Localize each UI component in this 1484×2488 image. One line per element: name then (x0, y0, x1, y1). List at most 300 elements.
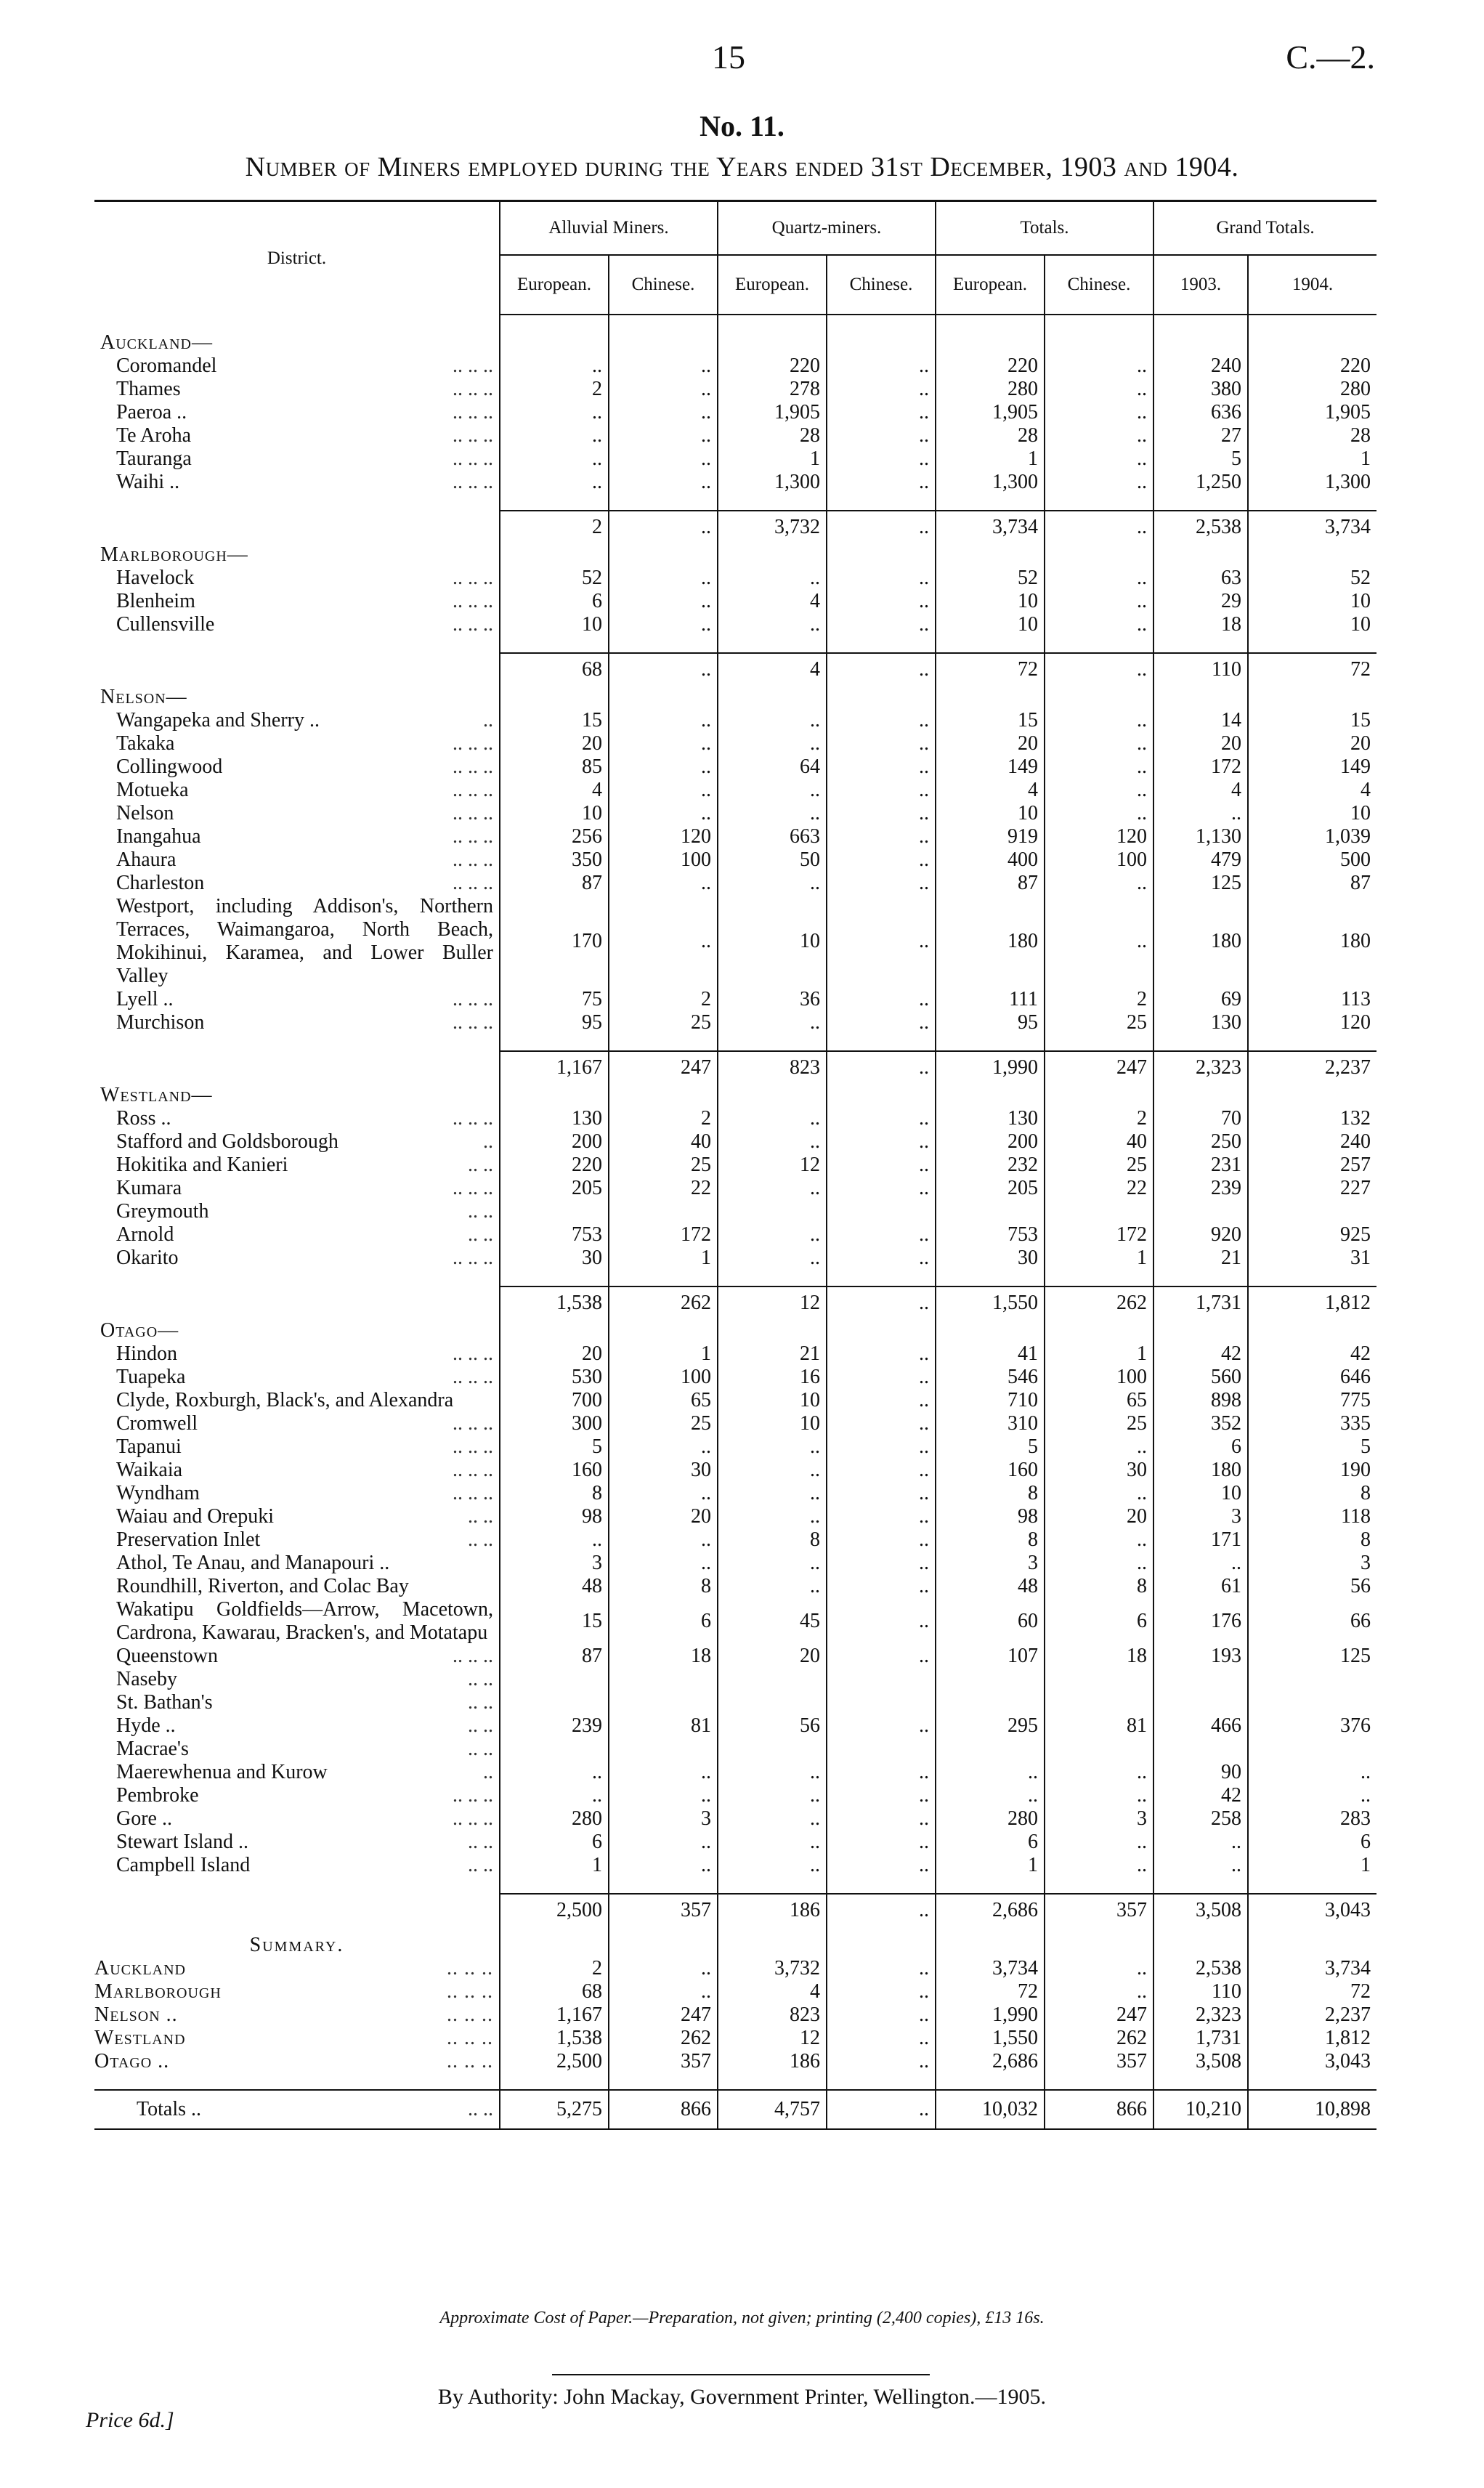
district-name (94, 1366, 500, 1389)
subtotal-t-ch: .. (1045, 653, 1153, 686)
value-g04: 4 (1248, 779, 1376, 802)
leader-dots: .. .. .. (453, 1645, 493, 1667)
value-g03: 29 (1153, 590, 1248, 613)
district-row (94, 732, 1376, 755)
value-a-eu: 130 (500, 1107, 609, 1130)
region-heading-row (94, 686, 1376, 709)
value-t-eu: 41 (936, 1342, 1045, 1366)
district-label: Inangahua (116, 825, 201, 848)
district-name (94, 1854, 500, 1877)
leader-dots: .. .. .. (453, 1482, 493, 1504)
district-row (94, 1598, 1376, 1645)
value-q-eu: 4 (718, 590, 827, 613)
value-g04 (1248, 1200, 1376, 1223)
value-a-eu: 15 (500, 1598, 609, 1645)
district-row (94, 1366, 1376, 1389)
value-t-ch: .. (1045, 755, 1153, 779)
district-label: Tapanui (116, 1435, 182, 1458)
leader-dots: .. .. (468, 1854, 493, 1876)
leader-dots: .. .. (468, 1505, 493, 1528)
district-name (94, 779, 500, 802)
value-t-ch: 25 (1045, 1154, 1153, 1177)
header-district: District. (267, 248, 327, 268)
value-g03: 42 (1153, 1342, 1248, 1366)
value-g03: 1,731 (1153, 2027, 1248, 2050)
district-row (94, 1107, 1376, 1130)
value-q-eu: 4 (718, 1980, 827, 2003)
value-t-eu: 1 (936, 447, 1045, 471)
district-row (94, 1854, 1376, 1877)
value-t-ch (1045, 1691, 1153, 1714)
value-g04: 52 (1248, 567, 1376, 590)
district-name (94, 872, 500, 895)
leader-dots: .. .. .. (453, 354, 493, 377)
subtotal-q-ch: .. (827, 1286, 936, 1319)
value-g03: 898 (1153, 1389, 1248, 1412)
spacer-row (94, 315, 1376, 331)
value-g04: 646 (1248, 1366, 1376, 1389)
value-q-eu: 16 (718, 1366, 827, 1389)
district-row (94, 1552, 1376, 1575)
district-label: Coromandel (116, 354, 217, 377)
value-q-eu: .. (718, 1011, 827, 1034)
value-t-eu: 8 (936, 1482, 1045, 1505)
value-t-ch: .. (1045, 1831, 1153, 1854)
value-a-eu (500, 1691, 609, 1714)
leader-dots: .. .. (468, 1154, 493, 1176)
value-a-eu: 350 (500, 848, 609, 872)
district-label: Cullensville (116, 613, 215, 636)
district-row (94, 1505, 1376, 1528)
leader-dots: .. .. (468, 2098, 493, 2120)
value-a-ch: 20 (609, 1505, 718, 1528)
value-a-eu: .. (500, 1761, 609, 1784)
value-q-ch (827, 1691, 936, 1714)
value-t-eu: 710 (936, 1389, 1045, 1412)
value-t-eu: 1 (936, 1854, 1045, 1877)
value-q-eu: .. (718, 567, 827, 590)
value-g04: 283 (1248, 1807, 1376, 1831)
value-g04: 1 (1248, 447, 1376, 471)
value-q-ch: .. (827, 1854, 936, 1877)
value-q-ch: .. (827, 1980, 936, 2003)
region-heading: Auckland— (100, 331, 213, 354)
value-q-eu: .. (718, 1784, 827, 1807)
summary-row (94, 2050, 1376, 2073)
value-g03: 560 (1153, 1366, 1248, 1389)
value-t-ch: .. (1045, 1435, 1153, 1459)
price-note: Price 6d.] (86, 2408, 174, 2432)
value-q-eu: .. (718, 1247, 827, 1270)
value-t-ch (1045, 1668, 1153, 1691)
value-a-ch: 25 (609, 1412, 718, 1435)
value-q-eu: .. (718, 1223, 827, 1247)
subtotal-g04: 3,734 (1248, 511, 1376, 543)
leader-dots: .. .. .. (453, 872, 493, 894)
value-t-ch: .. (1045, 895, 1153, 988)
leader-dots: .. .. .. (453, 988, 493, 1010)
value-g03: 193 (1153, 1645, 1248, 1668)
value-a-eu: 4 (500, 779, 609, 802)
district-name (94, 755, 500, 779)
value-a-eu: .. (500, 1784, 609, 1807)
district-label: Motueka (116, 779, 189, 801)
header-quartz: Quartz-miners. (718, 202, 936, 255)
value-g03: 3 (1153, 1505, 1248, 1528)
spacer-row (94, 494, 1376, 511)
leader-dots: .. .. .. (453, 447, 493, 470)
value-q-ch: .. (827, 471, 936, 494)
value-g03: 380 (1153, 378, 1248, 401)
district-name (94, 1177, 500, 1200)
value-t-eu: .. (936, 1761, 1045, 1784)
value-a-ch: .. (609, 1435, 718, 1459)
leader-dots: .. .. .. (447, 2003, 493, 2026)
value-t-ch: .. (1045, 1784, 1153, 1807)
leader-dots: .. (483, 1761, 493, 1783)
value-t-eu: 72 (936, 1980, 1045, 2003)
district-name (94, 1154, 500, 1177)
value-t-eu: 160 (936, 1459, 1045, 1482)
district-label: Clyde, Roxburgh, Black's, and Alexandra (116, 1389, 454, 1411)
value-g04: 925 (1248, 1223, 1376, 1247)
value-q-ch: .. (827, 567, 936, 590)
value-q-eu: .. (718, 1459, 827, 1482)
value-a-eu: 220 (500, 1154, 609, 1177)
value-g03: 70 (1153, 1107, 1248, 1130)
value-a-ch: .. (609, 354, 718, 378)
value-g03 (1153, 1668, 1248, 1691)
value-g04: 180 (1248, 895, 1376, 988)
value-q-eu: .. (718, 802, 827, 825)
value-g03: 130 (1153, 1011, 1248, 1034)
district-name (94, 1223, 500, 1247)
subtotal-t-eu: 1,550 (936, 1286, 1045, 1319)
value-g04 (1248, 1668, 1376, 1691)
value-q-ch: .. (827, 1389, 936, 1412)
value-a-eu: .. (500, 471, 609, 494)
value-t-eu: 111 (936, 988, 1045, 1011)
subtotal-q-ch: .. (827, 653, 936, 686)
district-name (94, 1459, 500, 1482)
value-g04: 120 (1248, 1011, 1376, 1034)
value-g04: 1,812 (1248, 2027, 1376, 2050)
district-name (94, 1575, 500, 1598)
district-row (94, 1761, 1376, 1784)
value-a-ch: 81 (609, 1714, 718, 1738)
value-q-eu: .. (718, 1854, 827, 1877)
value-t-ch: 18 (1045, 1645, 1153, 1668)
value-t-eu: 3,734 (936, 1957, 1045, 1980)
district-label: Queenstown (116, 1645, 218, 1667)
district-label: Westland (94, 2027, 186, 2049)
district-label: Wyndham (116, 1482, 200, 1504)
value-g04: 28 (1248, 424, 1376, 447)
value-q-ch: .. (827, 732, 936, 755)
district-name (94, 354, 500, 378)
leader-dots: .. .. .. (453, 401, 493, 424)
value-a-eu: 95 (500, 1011, 609, 1034)
value-g03 (1153, 1200, 1248, 1223)
value-g04: .. (1248, 1784, 1376, 1807)
leader-dots: .. .. (468, 1714, 493, 1737)
subtotal-g04: 72 (1248, 653, 1376, 686)
value-t-eu: 220 (936, 354, 1045, 378)
value-t-eu: 1,905 (936, 401, 1045, 424)
value-g04: 1,905 (1248, 401, 1376, 424)
value-t-eu: 30 (936, 1247, 1045, 1270)
value-t-eu: 1,300 (936, 471, 1045, 494)
value-q-eu: 64 (718, 755, 827, 779)
value-a-eu: .. (500, 447, 609, 471)
value-g04: 56 (1248, 1575, 1376, 1598)
table-title: Number of Miners employed during the Years ended 31st December, 1903 and 1904. (245, 152, 1239, 182)
district-label: Greymouth (116, 1200, 209, 1223)
value-t-eu: 3 (936, 1552, 1045, 1575)
value-g03: 2,323 (1153, 2003, 1248, 2027)
district-label: Ross .. (116, 1107, 171, 1130)
value-t-ch: 1 (1045, 1247, 1153, 1270)
header-grand-totals: Grand Totals. (1153, 202, 1376, 255)
district-name (94, 1807, 500, 1831)
value-q-eu: 663 (718, 825, 827, 848)
value-q-eu: 45 (718, 1598, 827, 1645)
district-label: Maerewhenua and Kurow (116, 1761, 328, 1783)
value-g03: .. (1153, 1854, 1248, 1877)
value-g04: 149 (1248, 755, 1376, 779)
value-q-eu: 1,905 (718, 401, 827, 424)
leader-dots: .. .. .. (453, 1412, 493, 1435)
value-a-ch: .. (609, 1482, 718, 1505)
value-g04: 132 (1248, 1107, 1376, 1130)
header-grand-1903: 1903. (1153, 255, 1248, 315)
value-a-eu: 5 (500, 1435, 609, 1459)
value-q-ch: .. (827, 709, 936, 732)
district-label: Wakatipu Goldfields—Arrow, Macetown, Cardrona, Kawarau, Bracken's, and Motatapu (116, 1598, 493, 1644)
value-q-eu: .. (718, 779, 827, 802)
district-row (94, 1528, 1376, 1552)
district-name (94, 1247, 500, 1270)
value-q-ch: .. (827, 1575, 936, 1598)
district-row (94, 471, 1376, 494)
value-q-eu: 20 (718, 1645, 827, 1668)
district-label: Hokitika and Kanieri (116, 1154, 288, 1176)
value-a-ch: .. (609, 802, 718, 825)
district-row (94, 447, 1376, 471)
value-q-eu: 12 (718, 2027, 827, 2050)
district-name (94, 1980, 500, 2003)
value-t-ch: .. (1045, 1552, 1153, 1575)
region-heading-row (94, 1084, 1376, 1107)
value-q-eu: .. (718, 1807, 827, 1831)
value-t-ch: .. (1045, 872, 1153, 895)
district-label: Otago .. (94, 2050, 170, 2072)
value-q-ch: .. (827, 1761, 936, 1784)
subtotal-g04: 2,237 (1248, 1051, 1376, 1084)
value-t-eu: 149 (936, 755, 1045, 779)
subtotal-g03: 1,731 (1153, 1286, 1248, 1319)
value-t-eu: 180 (936, 895, 1045, 988)
value-a-ch: 25 (609, 1011, 718, 1034)
district-name (94, 378, 500, 401)
value-q-eu: .. (718, 1482, 827, 1505)
district-row (94, 1177, 1376, 1200)
value-g04: 72 (1248, 1980, 1376, 2003)
value-g04: 190 (1248, 1459, 1376, 1482)
value-g04: 3,734 (1248, 1957, 1376, 1980)
value-t-eu: 95 (936, 1011, 1045, 1034)
value-q-ch: .. (827, 1552, 936, 1575)
value-q-eu: 56 (718, 1714, 827, 1738)
value-q-eu: 10 (718, 1389, 827, 1412)
subtotal-t-ch: .. (1045, 511, 1153, 543)
value-t-eu: 205 (936, 1177, 1045, 1200)
value-g03 (1153, 1738, 1248, 1761)
district-name (94, 401, 500, 424)
value-t-eu: 10 (936, 590, 1045, 613)
leader-dots: .. .. .. (453, 471, 493, 493)
value-q-eu: 1 (718, 447, 827, 471)
value-q-ch: .. (827, 1528, 936, 1552)
value-q-eu: .. (718, 1435, 827, 1459)
value-a-ch: .. (609, 872, 718, 895)
value-q-ch: .. (827, 613, 936, 636)
leader-dots: .. .. .. (453, 802, 493, 824)
value-a-ch: 2 (609, 1107, 718, 1130)
value-a-ch: .. (609, 1528, 718, 1552)
value-a-eu: 3 (500, 1552, 609, 1575)
value-a-ch: .. (609, 1854, 718, 1877)
value-t-ch: .. (1045, 378, 1153, 401)
value-a-eu: 48 (500, 1575, 609, 1598)
value-a-eu: 530 (500, 1366, 609, 1389)
value-a-ch: .. (609, 1831, 718, 1854)
value-a-ch (609, 1200, 718, 1223)
subtotal-q-ch: .. (827, 1894, 936, 1926)
value-q-ch: .. (827, 1342, 936, 1366)
value-q-ch: .. (827, 590, 936, 613)
value-g03: 231 (1153, 1154, 1248, 1177)
value-t-eu: 295 (936, 1714, 1045, 1738)
value-g03: 636 (1153, 401, 1248, 424)
district-name (94, 732, 500, 755)
header-totals: Totals. (936, 202, 1153, 255)
value-a-ch: .. (609, 1761, 718, 1784)
district-label: Murchison (116, 1011, 205, 1034)
value-a-ch: .. (609, 447, 718, 471)
value-g04: 20 (1248, 732, 1376, 755)
value-q-eu (718, 1200, 827, 1223)
leader-dots: .. .. (468, 1831, 493, 1853)
value-g03: 1,250 (1153, 471, 1248, 494)
district-label: Tauranga (116, 447, 192, 470)
district-name (94, 1645, 500, 1668)
value-a-ch: 3 (609, 1807, 718, 1831)
district-label: Preservation Inlet (116, 1528, 261, 1551)
value-g04: 113 (1248, 988, 1376, 1011)
district-name (94, 1505, 500, 1528)
district-label: Tuapeka (116, 1366, 186, 1388)
value-t-eu: 753 (936, 1223, 1045, 1247)
region-heading: Otago— (100, 1319, 179, 1342)
district-row (94, 401, 1376, 424)
value-a-eu: 700 (500, 1389, 609, 1412)
cost-note: Approximate Cost of Paper.—Preparation, not given; printing (2,400 copies), £13 16s. (439, 2309, 1045, 2327)
value-q-ch: .. (827, 2050, 936, 2073)
subtotal-q-eu: 4 (718, 653, 827, 686)
district-name (94, 848, 500, 872)
value-a-eu: 20 (500, 1342, 609, 1366)
district-label: Te Aroha (116, 424, 192, 447)
value-t-ch: .. (1045, 1528, 1153, 1552)
value-a-eu: 6 (500, 590, 609, 613)
value-t-eu: 48 (936, 1575, 1045, 1598)
value-a-eu: 75 (500, 988, 609, 1011)
value-g03: 1,130 (1153, 825, 1248, 848)
value-g04: 8 (1248, 1482, 1376, 1505)
value-a-ch: .. (609, 1784, 718, 1807)
subtotal-g03: 3,508 (1153, 1894, 1248, 1926)
value-a-eu: 200 (500, 1130, 609, 1154)
value-a-eu: 256 (500, 825, 609, 848)
value-a-ch: 1 (609, 1342, 718, 1366)
district-label: Marlborough (94, 1980, 222, 2003)
district-row (94, 755, 1376, 779)
value-t-ch: 172 (1045, 1223, 1153, 1247)
value-g03: 27 (1153, 424, 1248, 447)
value-a-eu: 87 (500, 1645, 609, 1668)
district-label: Havelock (116, 567, 195, 589)
value-q-eu: 10 (718, 1412, 827, 1435)
leader-dots: .. .. .. (453, 1807, 493, 1830)
value-g04 (1248, 1691, 1376, 1714)
value-t-ch (1045, 1738, 1153, 1761)
value-a-ch: .. (609, 590, 718, 613)
value-a-ch: 100 (609, 1366, 718, 1389)
value-a-ch: .. (609, 1980, 718, 2003)
leader-dots: .. .. .. (453, 567, 493, 589)
leader-dots: .. (483, 1130, 493, 1153)
value-t-ch: 25 (1045, 1011, 1153, 1034)
value-q-eu: 21 (718, 1342, 827, 1366)
value-t-ch: .. (1045, 1854, 1153, 1877)
district-row (94, 567, 1376, 590)
value-a-ch: .. (609, 732, 718, 755)
value-g03: 258 (1153, 1807, 1248, 1831)
district-label: Gore .. (116, 1807, 172, 1830)
district-row (94, 424, 1376, 447)
value-t-eu: 200 (936, 1130, 1045, 1154)
value-q-eu: 278 (718, 378, 827, 401)
value-a-ch: 866 (609, 2090, 718, 2129)
value-t-eu: 5 (936, 1435, 1045, 1459)
grand-totals-row (94, 2090, 1376, 2129)
value-t-ch: .. (1045, 447, 1153, 471)
subtotal-t-ch: 357 (1045, 1894, 1153, 1926)
value-a-eu: 85 (500, 755, 609, 779)
district-row (94, 1459, 1376, 1482)
value-a-ch: .. (609, 1552, 718, 1575)
value-q-eu: 50 (718, 848, 827, 872)
value-a-ch: .. (609, 424, 718, 447)
district-name (94, 988, 500, 1011)
value-g03: 61 (1153, 1575, 1248, 1598)
value-t-ch: .. (1045, 613, 1153, 636)
value-a-ch: 262 (609, 2027, 718, 2050)
value-a-ch: .. (609, 779, 718, 802)
district-label: Nelson .. (94, 2003, 178, 2026)
district-label: Collingwood (116, 755, 223, 778)
